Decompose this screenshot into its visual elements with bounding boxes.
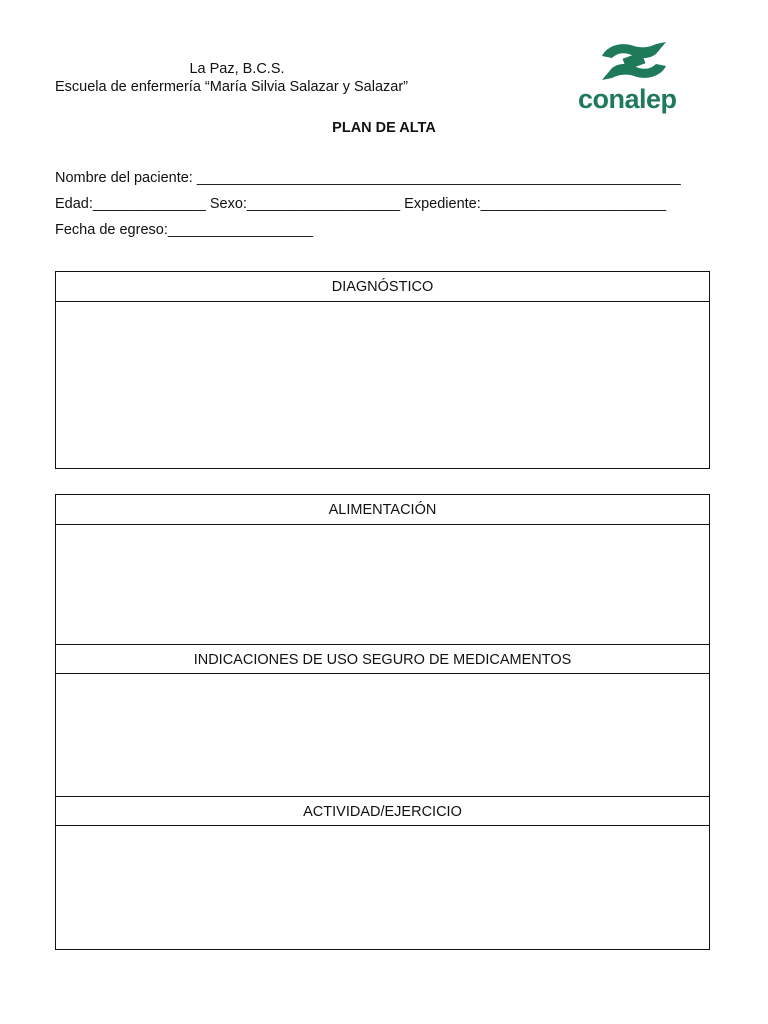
discharge-date-field[interactable]: Fecha de egreso:__________________ <box>55 222 314 238</box>
care-plan-box <box>55 494 710 950</box>
sex-field[interactable]: Sexo:___________________ <box>209 196 401 212</box>
page-title: PLAN DE ALTA <box>332 120 436 136</box>
medication-header: INDICACIONES DE USO SEGURO DE MEDICAMENTOS <box>56 644 709 674</box>
diagnosis-area[interactable] <box>56 302 709 468</box>
activity-header: ACTIVIDAD/EJERCICIO <box>56 796 709 826</box>
diagnosis-header: DIAGNÓSTICO <box>56 272 709 302</box>
record-field[interactable]: Expediente:_______________________ <box>404 196 667 212</box>
age-field[interactable]: Edad:______________ <box>55 196 206 212</box>
nutrition-area[interactable] <box>56 525 709 644</box>
header-school: Escuela de enfermería “María Silvia Salazar y Salazar” <box>55 79 408 95</box>
patient-info-row <box>55 196 666 212</box>
header-block <box>55 60 455 96</box>
medication-area[interactable] <box>56 674 709 796</box>
conalep-logo <box>578 40 693 118</box>
conalep-logo-icon <box>598 40 670 82</box>
patient-name-field[interactable]: Nombre del paciente: ____________________________________________________________ <box>55 170 681 186</box>
diagnosis-box <box>55 271 710 469</box>
header-city: La Paz, B.C.S. <box>189 61 285 77</box>
activity-area[interactable] <box>56 826 709 949</box>
logo-wordmark: conalep <box>578 84 677 114</box>
nutrition-header: ALIMENTACIÓN <box>56 495 709 525</box>
